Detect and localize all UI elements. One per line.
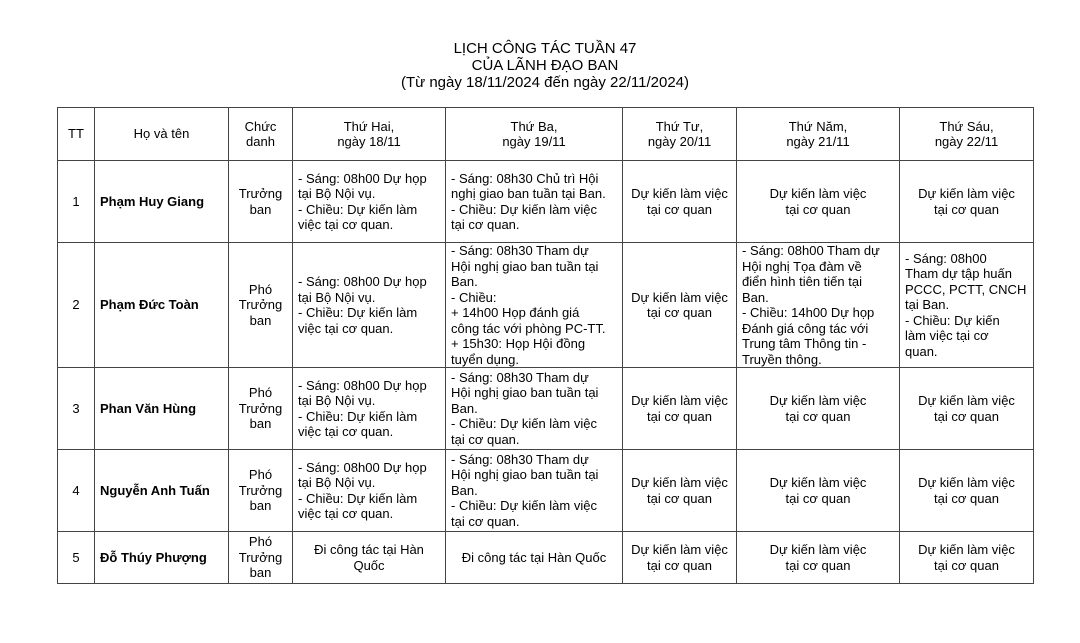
cell-line: tại Ban. [905, 297, 950, 313]
cell-line: Hội nghị giao ban tuần tại [451, 385, 599, 401]
cell-line: Đánh giá công tác với [742, 320, 869, 336]
cell-line: tại cơ quan [647, 557, 712, 573]
cell-line: Quốc [353, 557, 385, 573]
cell-line: tại Bộ Nội vụ. [298, 475, 376, 490]
cell-line: - Chiều: Dự kiến làm [298, 408, 418, 424]
header-line: Thứ Hai, [343, 118, 395, 134]
cell-name: Phạm Đức Toàn [95, 243, 229, 368]
cell-line: Hội nghị Tọa đàm về [742, 258, 862, 274]
col-header-thu [737, 108, 900, 161]
cell-line: - Chiều: Dự kiến làm việc [451, 498, 597, 514]
cell-line: Ban. [451, 482, 478, 498]
cell-line: - Chiều: [451, 289, 497, 305]
cell-line: Ban. [451, 274, 478, 289]
cell-line: Phó [248, 385, 273, 401]
cell-line: điển hình tiên tiến tại [742, 274, 862, 289]
header-line: ngày 20/11 [647, 134, 712, 149]
cell-line: - Sáng: 08h00 [905, 250, 987, 266]
cell-line: Trung tâm Thông tin - [742, 336, 867, 351]
cell-mon [293, 368, 446, 450]
cell-position [229, 450, 293, 532]
cell-name: Nguyễn Anh Tuấn [95, 450, 229, 532]
cell-line: Dự kiến làm việc [769, 475, 867, 490]
cell-tue [446, 161, 623, 243]
cell-line: - Chiều: Dự kiến làm [298, 201, 418, 217]
cell-line: - Chiều: 14h00 Dự họp [742, 305, 875, 320]
cell-line: tại cơ quan [934, 490, 999, 506]
cell-wed [623, 161, 737, 243]
cell-line: Truyền thông. [742, 351, 822, 367]
cell-line: tại cơ quan [934, 201, 999, 217]
cell-tt: 5 [58, 532, 95, 584]
cell-fri [900, 161, 1034, 243]
cell-line: Hội nghị giao ban tuần tại [451, 467, 599, 483]
cell-wed [623, 368, 737, 450]
cell-position [229, 368, 293, 450]
cell-line: tại cơ quan [785, 557, 851, 573]
cell-position [229, 161, 293, 243]
header-line: danh [246, 134, 275, 149]
cell-line: ban [249, 498, 272, 514]
cell-thu [737, 532, 900, 584]
col-header-tue [446, 108, 623, 161]
title-line-2: CỦA LÃNH ĐẠO BAN [471, 57, 619, 74]
cell-line: - Sáng: 08h00 Tham dự [742, 243, 880, 258]
cell-tue [446, 532, 623, 584]
cell-line: việc tại cơ quan. [298, 506, 394, 521]
cell-line: tại cơ quan [785, 201, 851, 217]
cell-line: tại cơ quan [647, 201, 712, 217]
cell-thu [737, 368, 900, 450]
header-line: Thứ Sáu, [939, 118, 994, 134]
col-header-position [229, 108, 293, 161]
cell-line: việc tại cơ quan. [298, 320, 394, 336]
header-line: ngày 18/11 [337, 134, 401, 149]
cell-line: tại cơ quan [647, 305, 712, 320]
header-line: ngày 21/11 [786, 134, 850, 149]
cell-line: ban [249, 201, 272, 217]
cell-line: - Chiều: Dự kiến làm [298, 305, 418, 320]
cell-line: Dự kiến làm việc [769, 542, 867, 557]
cell-line: Đi công tác tại Hàn Quốc [461, 549, 607, 565]
cell-tue [446, 450, 623, 532]
cell-line: Dự kiến làm việc [631, 289, 728, 305]
cell-line: tại cơ quan [934, 408, 999, 424]
header-line: Thứ Tư, [655, 118, 704, 134]
cell-line: tại cơ quan [647, 490, 712, 506]
cell-line: - Chiều: Dự kiến làm việc [451, 416, 597, 432]
cell-fri [900, 368, 1034, 450]
cell-line: - Chiều: Dự kiến làm [298, 490, 418, 506]
schedule-body [58, 161, 1034, 584]
cell-line: tuyển dụng. [451, 351, 519, 367]
cell-tt: 2 [58, 243, 95, 368]
cell-line: tại cơ quan [785, 490, 851, 506]
cell-line: + 15h30: Họp Hội đồng [451, 336, 586, 351]
cell-line: ban [249, 416, 272, 432]
cell-line: tại cơ quan. [451, 217, 520, 232]
cell-mon [293, 243, 446, 368]
cell-tue [446, 243, 623, 368]
cell-tt: 1 [58, 161, 95, 243]
cell-line: Trưởng [238, 549, 283, 565]
header-line: Chức [244, 118, 277, 134]
cell-wed [623, 243, 737, 368]
cell-line: - Sáng: 08h00 Dự họp [298, 459, 427, 475]
cell-line: tại Bộ Nội vụ. [298, 393, 376, 408]
cell-line: Trưởng [238, 297, 283, 313]
cell-line: Trưởng [238, 482, 283, 498]
cell-name: Phan Văn Hùng [95, 368, 229, 450]
cell-line: Dự kiến làm việc [918, 475, 1015, 490]
cell-position [229, 243, 293, 368]
cell-line: quan. [905, 343, 938, 359]
col-header-tt: TT [58, 108, 95, 161]
cell-tt: 4 [58, 450, 95, 532]
cell-line: Dự kiến làm việc [918, 393, 1015, 408]
cell-line: Dự kiến làm việc [631, 186, 728, 201]
schedule-table [57, 107, 1034, 584]
title-line-1: LỊCH CÔNG TÁC TUẦN 47 [453, 40, 637, 57]
cell-line: Hội nghị giao ban tuần tại [451, 258, 599, 274]
cell-line: Dự kiến làm việc [631, 475, 728, 490]
cell-line: - Sáng: 08h30 Chủ trì Hội [451, 170, 599, 186]
cell-line: - Chiều: Dự kiến [905, 312, 1000, 328]
cell-line: - Sáng: 08h00 Dự họp [298, 377, 427, 393]
cell-line: - Sáng: 08h30 Tham dự [451, 243, 589, 258]
cell-line: - Chiều: Dự kiến làm việc [451, 201, 597, 217]
cell-line: Dự kiến làm việc [631, 542, 728, 557]
table-row [58, 450, 1034, 532]
cell-name: Phạm Huy Giang [95, 161, 229, 243]
cell-line: - Sáng: 08h00 Dự họp [298, 274, 427, 289]
cell-line: ban [249, 565, 272, 581]
cell-line: công tác với phòng PC-TT. [451, 320, 606, 336]
cell-line: + 14h00 Họp đánh giá [451, 305, 580, 320]
cell-line: làm việc tại cơ [905, 328, 989, 344]
cell-line: Dự kiến làm việc [769, 393, 867, 408]
cell-line: Trưởng [238, 186, 283, 201]
cell-line: Dự kiến làm việc [769, 186, 867, 201]
cell-line: Tham dự tập huấn [905, 266, 1012, 282]
cell-mon [293, 450, 446, 532]
cell-tue [446, 368, 623, 450]
table-row [58, 243, 1034, 368]
col-header-name: Họ và tên [95, 108, 229, 161]
cell-line: tại cơ quan [647, 408, 712, 424]
cell-line: việc tại cơ quan. [298, 424, 394, 439]
cell-line: Dự kiến làm việc [631, 393, 728, 408]
cell-line: Trưởng [238, 400, 283, 416]
header-line: ngày 19/11 [502, 134, 566, 149]
cell-line: Đi công tác tại Hàn [314, 542, 424, 557]
cell-line: Phó [248, 534, 273, 550]
header-line: Thứ Năm, [788, 118, 848, 134]
cell-fri [900, 243, 1034, 368]
title-line-3: (Từ ngày 18/11/2024 đến ngày 22/11/2024) [400, 74, 690, 91]
cell-line: tại cơ quan [785, 408, 851, 424]
cell-line: nghị giao ban tuần tại Ban. [451, 186, 606, 201]
cell-tt: 3 [58, 368, 95, 450]
table-row [58, 161, 1034, 243]
cell-line: Phó [248, 281, 273, 297]
cell-line: việc tại cơ quan. [298, 217, 394, 232]
col-header-fri [900, 108, 1034, 161]
cell-line: - Sáng: 08h30 Tham dự [451, 369, 589, 385]
table-row [58, 368, 1034, 450]
table-row [58, 532, 1034, 584]
cell-line: tại cơ quan [934, 557, 999, 573]
cell-thu [737, 450, 900, 532]
cell-fri [900, 532, 1034, 584]
cell-thu [737, 243, 900, 368]
cell-line: tại cơ quan. [451, 513, 520, 529]
header-line: Thứ Ba, [510, 118, 558, 134]
cell-line: Phó [248, 467, 273, 483]
cell-position [229, 532, 293, 584]
cell-line: tại Bộ Nội vụ. [298, 186, 376, 201]
cell-line: - Sáng: 08h00 Dự họp [298, 170, 427, 186]
cell-line: tại cơ quan. [451, 431, 520, 447]
header-line: ngày 22/11 [934, 134, 999, 149]
cell-mon [293, 161, 446, 243]
cell-wed [623, 450, 737, 532]
cell-thu [737, 161, 900, 243]
header-row [58, 108, 1034, 161]
cell-name: Đỗ Thúy Phượng [95, 532, 229, 584]
cell-line: ban [249, 312, 272, 328]
cell-fri [900, 450, 1034, 532]
cell-line: Dự kiến làm việc [918, 186, 1015, 201]
cell-line: Ban. [451, 400, 478, 416]
cell-wed [623, 532, 737, 584]
col-header-wed [623, 108, 737, 161]
cell-line: PCCC, PCTT, CNCH [905, 281, 1027, 297]
cell-line: Dự kiến làm việc [918, 542, 1015, 557]
cell-line: - Sáng: 08h30 Tham dự [451, 451, 589, 467]
document-title [0, 40, 1080, 91]
cell-line: tại Bộ Nội vụ. [298, 289, 376, 305]
col-header-mon [293, 108, 446, 161]
cell-line: Ban. [742, 289, 769, 305]
cell-mon [293, 532, 446, 584]
